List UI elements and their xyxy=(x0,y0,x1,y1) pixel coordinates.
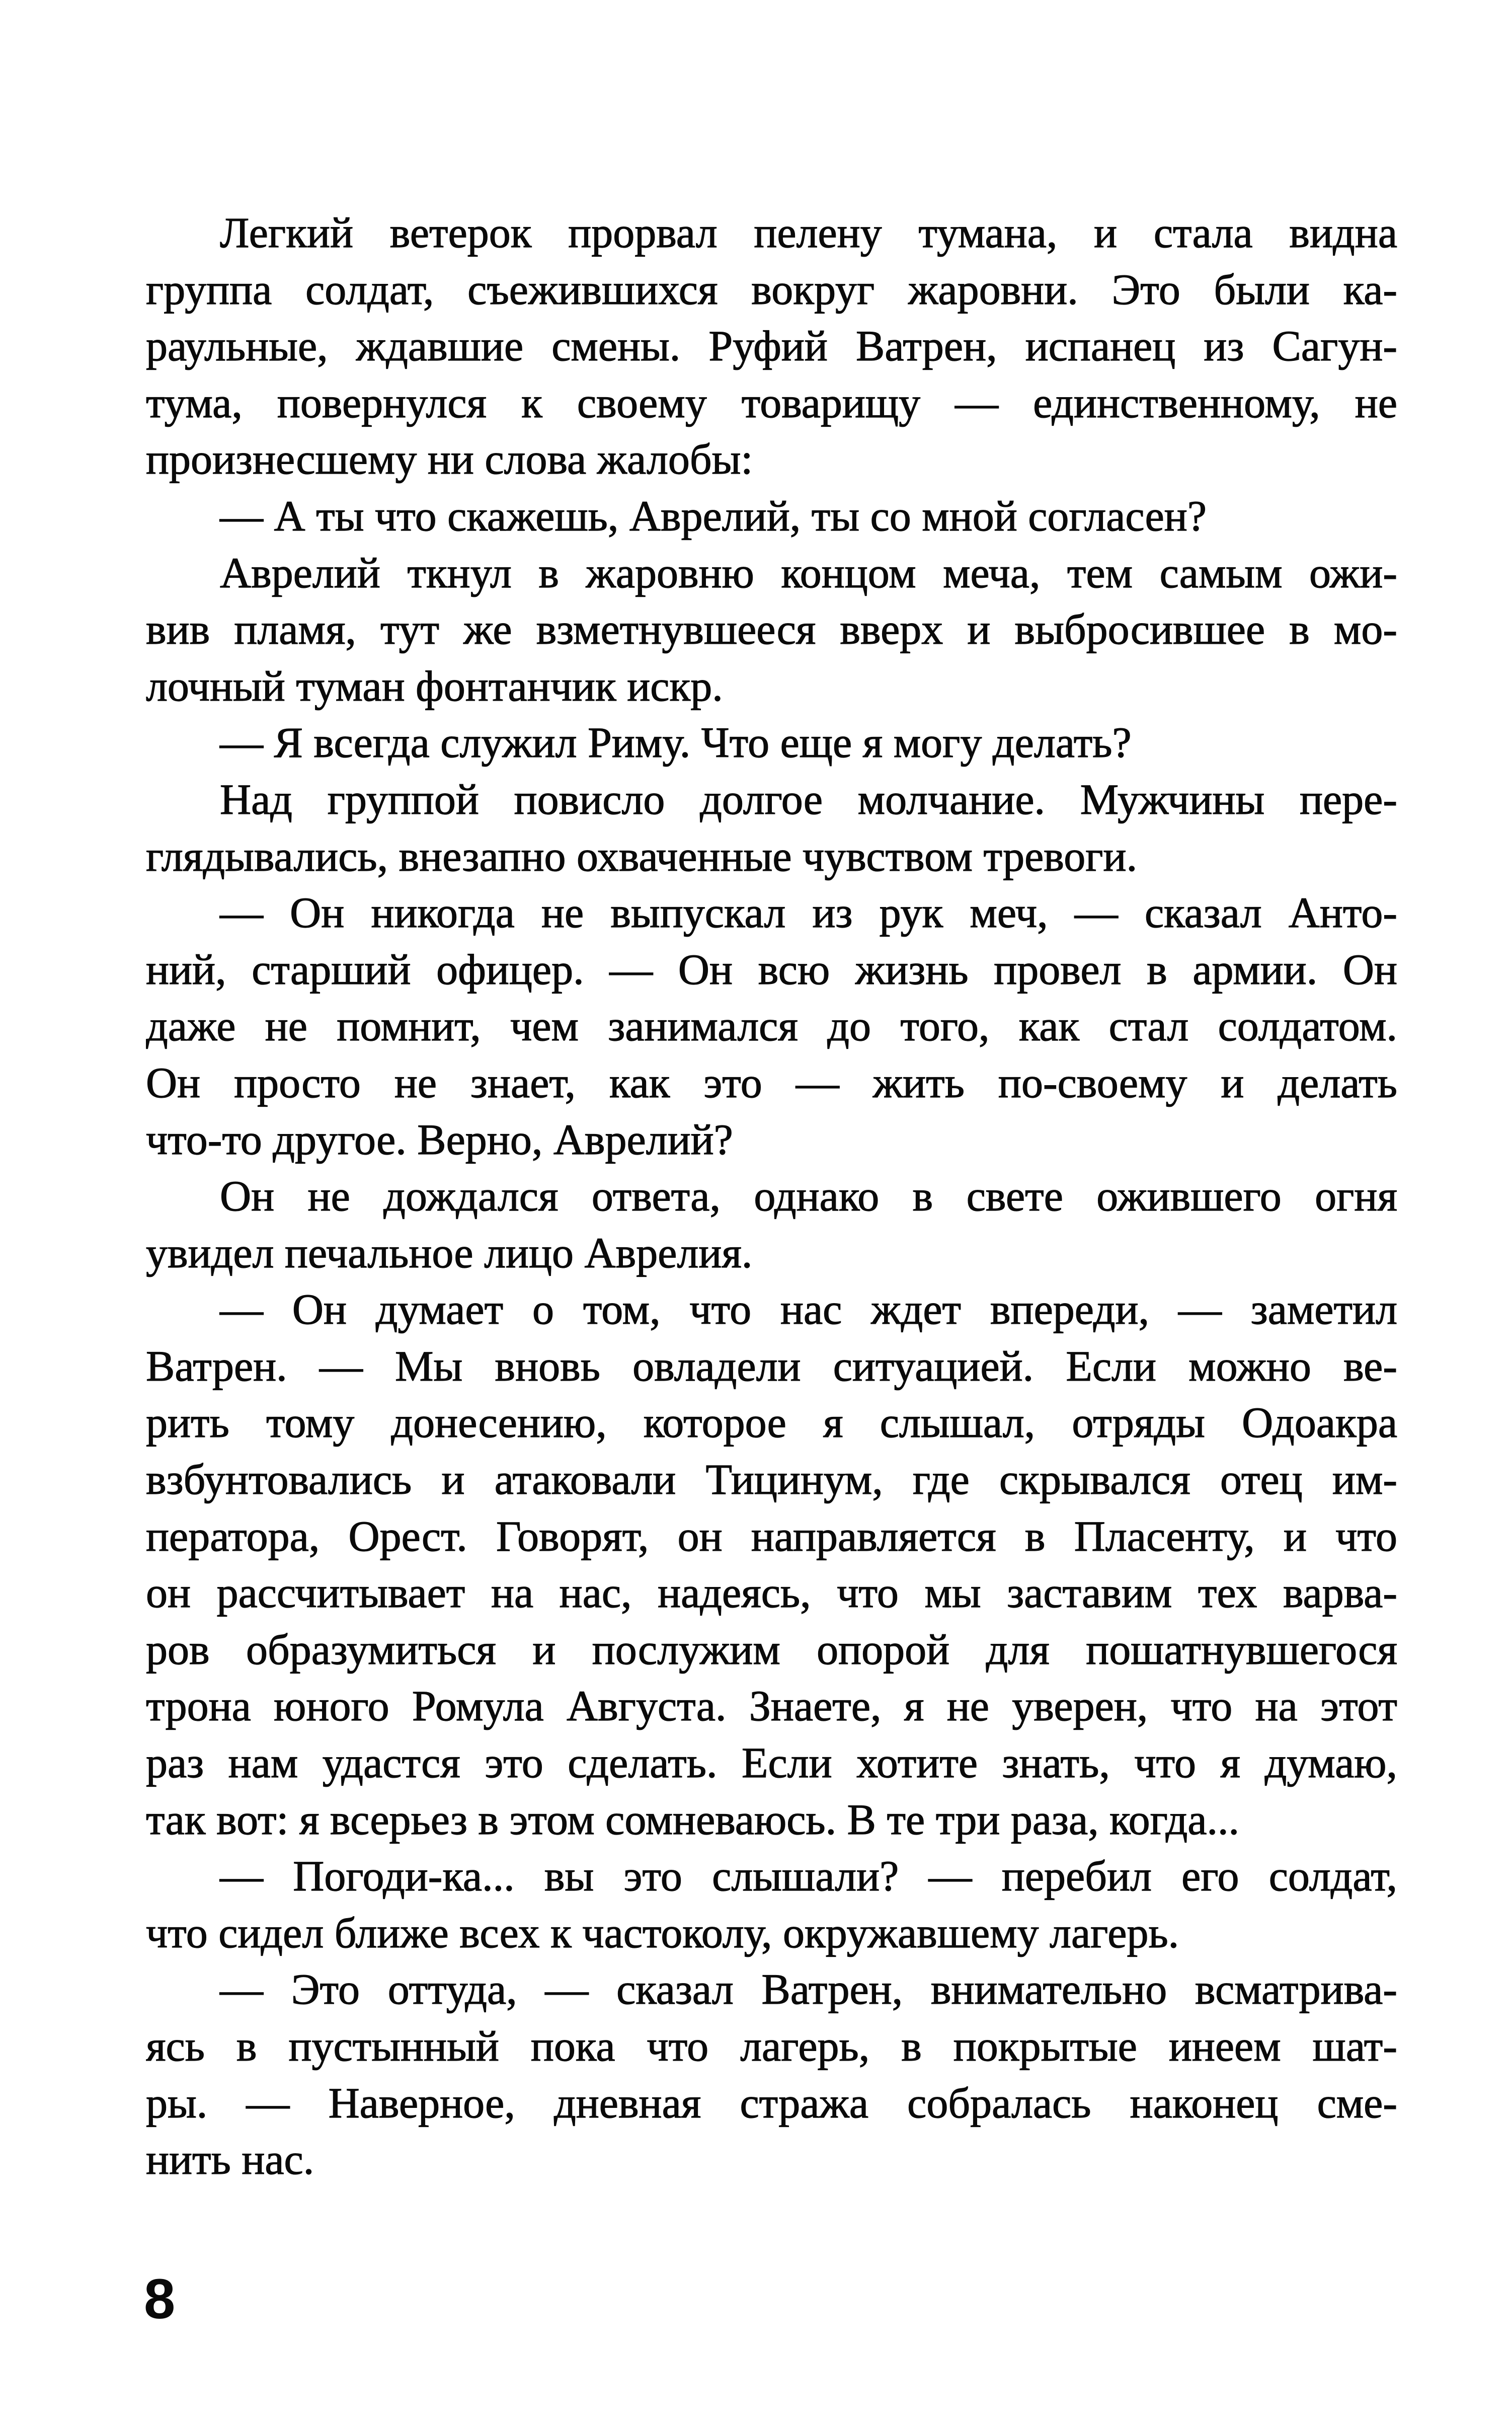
text-line: ров образумиться и послужим опорой для пошатнувшегося xyxy=(146,1625,1397,1674)
text-line: — Он думает о том, что нас ждет впереди, — заметил xyxy=(220,1285,1397,1334)
text-line: Аврелий ткнул в жаровню концом меча, тем самым ожи- xyxy=(220,548,1397,597)
page-number: 8 xyxy=(144,2267,176,2330)
text-line: — Я всегда служил Риму. Что еще я могу делать? xyxy=(220,718,1132,767)
paragraph xyxy=(146,488,1397,545)
text-line: Над группой повисло долгое молчание. Мужчины пере- xyxy=(220,775,1397,823)
text-line: что сидел ближе всех к частоколу, окружавшему лагерь. xyxy=(146,1908,1179,1957)
text-line: раз нам удастся это сделать. Если хотите знать, что я думаю, xyxy=(146,1738,1397,1787)
paragraph xyxy=(146,714,1397,771)
paragraph xyxy=(146,545,1397,715)
text-line: нить нас. xyxy=(146,2135,314,2184)
text-line: Легкий ветерок прорвал пелену тумана, и стала видна xyxy=(220,208,1397,257)
text-line: взбунтовались и атаковали Тицинум, где скрывался отец им- xyxy=(146,1455,1397,1504)
text-line: он рассчитывает на нас, надеясь, что мы заставим тех варва- xyxy=(146,1568,1397,1617)
text-line: ператора, Орест. Говорят, он направляется в Пласенту, и что xyxy=(146,1511,1397,1560)
text-line: что-то другое. Верно, Аврелий? xyxy=(146,1115,733,1164)
text-line: глядывались, внезапно охваченные чувством тревоги. xyxy=(146,831,1138,880)
paragraph xyxy=(146,1168,1397,1281)
text-line: ры. — Наверное, дневная стража собралась наконец сме- xyxy=(146,2078,1397,2127)
text-line: произнесшему ни слова жалобы: xyxy=(146,435,753,484)
text-line: вив пламя, тут же взметнувшееся вверх и выбросившее в мо- xyxy=(146,605,1397,654)
text-line: ний, старший офицер. — Он всю жизнь провел в армии. Он xyxy=(146,945,1397,994)
text-line: рить тому донесению, которое я слышал, отряды Одоакра xyxy=(146,1398,1397,1447)
text-line: Ватрен. — Мы вновь овладели ситуацией. Если можно ве- xyxy=(146,1341,1397,1390)
text-line: трона юного Ромула Августа. Знаете, я не уверен, что на этот xyxy=(146,1682,1397,1730)
text-line: раульные, ждавшие смены. Руфий Ватрен, испанец из Сагун- xyxy=(146,322,1397,370)
text-line: ясь в пустынный пока что лагерь, в покрытые инеем шат- xyxy=(146,2022,1397,2070)
text-line: так вот: я всерьез в этом сомневаюсь. В те три раза, когда... xyxy=(146,1795,1240,1844)
text-block xyxy=(146,204,1397,2188)
paragraph xyxy=(146,884,1397,1168)
paragraph xyxy=(146,771,1397,884)
text-line: увидел печальное лицо Аврелия. xyxy=(146,1228,753,1277)
text-line: даже не помнит, чем занимался до того, как стал солдатом. xyxy=(146,1002,1397,1050)
text-line: группа солдат, съежившихся вокруг жаровни. Это были ка- xyxy=(146,265,1397,314)
text-line: тума, повернулся к своему товарищу — единственному, не xyxy=(146,378,1397,427)
paragraph xyxy=(146,1281,1397,1848)
text-line: — А ты что скажешь, Аврелий, ты со мной согласен? xyxy=(220,491,1207,540)
text-line: — Он никогда не выпускал из рук меч, — сказал Анто- xyxy=(220,888,1397,937)
text-line: — Это оттуда, — сказал Ватрен, внимательно всматрива- xyxy=(220,1965,1397,2014)
paragraph xyxy=(146,1848,1397,1961)
text-line: Он не дождался ответа, однако в свете ожившего огня xyxy=(220,1172,1397,1221)
text-line: лочный туман фонтанчик искр. xyxy=(146,661,723,710)
text-line: — Погоди-ка... вы это слышали? — перебил его солдат, xyxy=(220,1852,1397,1901)
text-line: Он просто не знает, как это — жить по-своему и делать xyxy=(146,1058,1397,1107)
paragraph xyxy=(146,1961,1397,2187)
paragraph xyxy=(146,204,1397,488)
